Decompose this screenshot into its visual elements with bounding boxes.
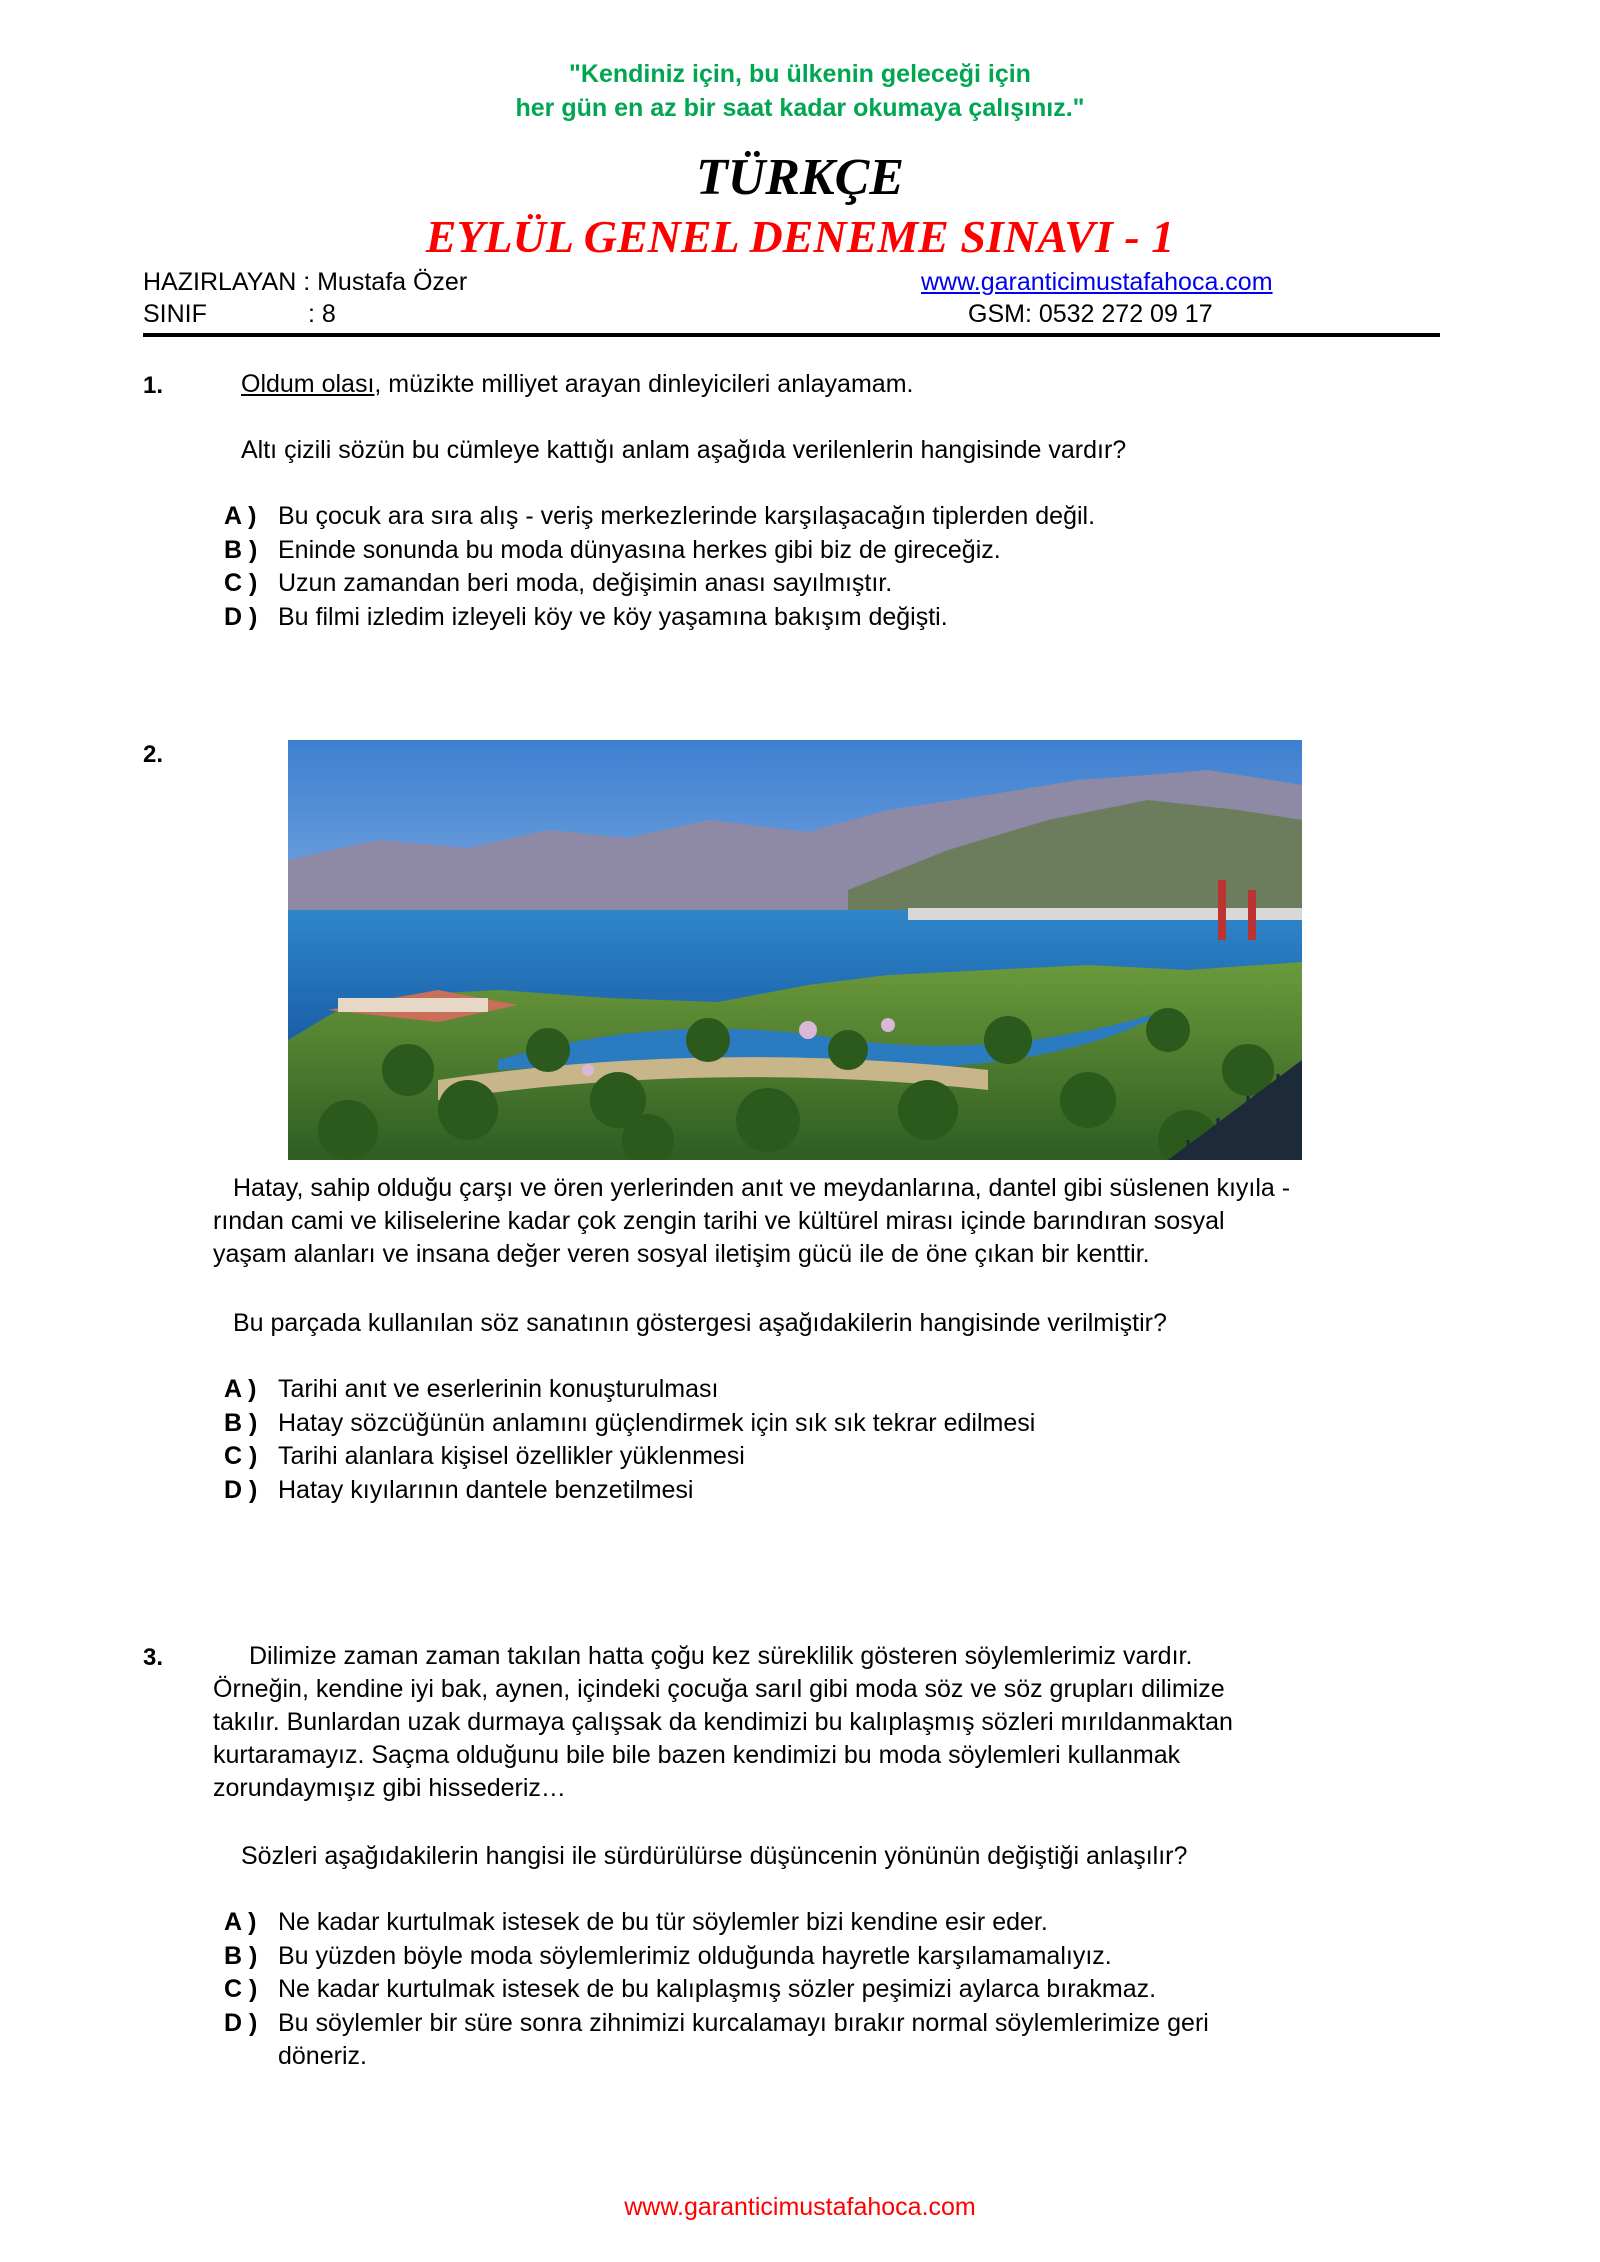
footer-website[interactable]: www.garanticimustafahoca.com <box>624 2193 976 2221</box>
question-prompt: Altı çizili sözün bu cümleye kattığı anlam aşağıda verilenlerin hangisinde vardır? <box>241 436 1127 464</box>
passage-line: Hatay, sahip olduğu çarşı ve ören yerlerinden anıt ve meydanlarına, dantel gibi süslenen kıyıla - <box>233 1174 1291 1202</box>
option-letter <box>224 2040 278 2074</box>
option-letter: B ) <box>224 1941 258 1970</box>
motto-line-2: her gün en az bir saat kadar okumaya çalışınız." <box>515 94 1085 122</box>
option-a[interactable] <box>224 1906 1209 1940</box>
website-link[interactable]: www.garanticimustafahoca.com <box>921 268 1273 296</box>
hatay-coast-photo <box>288 740 1302 1160</box>
option-a[interactable] <box>224 1373 1035 1407</box>
option-letter: A ) <box>224 1375 257 1403</box>
passage-line: rından cami ve kiliselerine kadar çok zengin tarihi ve kültürel mirası içinde barındıran sosyal <box>213 1207 1225 1235</box>
question-number: 1. <box>143 372 164 399</box>
passage-line: zorundaymışız gibi hissederiz… <box>213 1774 566 1802</box>
option-d-continued <box>224 2040 1209 2074</box>
option-letter: A ) <box>224 502 257 530</box>
option-b[interactable] <box>224 1407 1035 1441</box>
option-text: Ne kadar kurtulmak istesek de bu kalıplaşmış sözler peşimizi aylarca bırakmaz. <box>278 1975 1157 2003</box>
option-a[interactable] <box>224 500 1095 534</box>
option-c[interactable] <box>224 1440 1035 1474</box>
option-d[interactable] <box>224 601 1095 635</box>
passage-line: Dilimize zaman zaman takılan hatta çoğu kez süreklilik gösteren söylemlerimiz vardır. <box>249 1642 1193 1670</box>
question-prompt: Sözleri aşağıdakilerin hangisi ile sürdürülürse düşüncenin yönünün değiştiği anlaşılır? <box>241 1842 1188 1870</box>
author-label: HAZIRLAYAN : Mustafa Özer <box>143 268 468 296</box>
option-list <box>224 1906 1209 2074</box>
question-prompt: Bu parçada kullanılan söz sanatının göstergesi aşağıdakilerin hangisinde verilmiştir? <box>233 1309 1167 1337</box>
question-number: 2. <box>143 741 164 768</box>
exam-title: EYLÜL GENEL DENEME SINAVI - 1 <box>425 211 1175 262</box>
option-letter: C ) <box>224 569 258 597</box>
option-c[interactable] <box>224 1973 1209 2007</box>
option-letter: C ) <box>224 1975 258 2003</box>
option-letter: D ) <box>224 1475 258 1504</box>
underlined-phrase: Oldum olası <box>241 370 375 398</box>
option-text: Tarihi anıt ve eserlerinin konuşturulması <box>278 1375 719 1403</box>
option-text: Tarihi alanlara kişisel özellikler yüklenmesi <box>278 1442 745 1470</box>
option-letter: B ) <box>224 1408 258 1437</box>
option-text: Hatay sözcüğünün anlamını güçlendirmek için sık sık tekrar edilmesi <box>278 1408 1036 1437</box>
option-b[interactable] <box>224 1940 1209 1974</box>
option-list <box>224 500 1095 634</box>
option-text: Bu söylemler bir süre sonra zihnimizi kurcalamayı bırakır normal söylemlerimize geri <box>278 2008 1209 2037</box>
option-text: Eninde sonunda bu moda dünyasına herkes gibi biz de gireceğiz. <box>278 535 1001 564</box>
option-text: Hatay kıyılarının dantele benzetilmesi <box>278 1475 694 1504</box>
option-text: Bu filmi izledim izleyeli köy ve köy yaşamına bakışım değişti. <box>278 602 948 631</box>
option-letter: C ) <box>224 1442 258 1470</box>
option-b[interactable] <box>224 534 1095 568</box>
option-c[interactable] <box>224 567 1095 601</box>
gsm-number: GSM: 0532 272 09 17 <box>968 300 1213 328</box>
question-sentence <box>241 368 913 401</box>
header-divider <box>143 333 1440 337</box>
passage-line: kurtaramayız. Saçma olduğunu bile bile bazen kendimizi bu moda söylemleri kullanmak <box>213 1741 1181 1769</box>
option-letter: D ) <box>224 2008 258 2037</box>
class-label: SINIF <box>143 300 207 328</box>
option-letter: A ) <box>224 1908 257 1936</box>
option-d[interactable] <box>224 1474 1035 1508</box>
option-text: Bu yüzden böyle moda söylemlerimiz olduğunda hayretle karşılamamalıyız. <box>278 1941 1112 1970</box>
class-value: : 8 <box>308 300 336 328</box>
option-d[interactable] <box>224 2007 1209 2041</box>
option-letter: B ) <box>224 535 258 564</box>
motto-line-1: "Kendiniz için, bu ülkenin geleceği için <box>569 60 1031 88</box>
option-text: Ne kadar kurtulmak istesek de bu tür söylemler bizi kendine esir eder. <box>278 1908 1048 1936</box>
sentence-rest: , müzikte milliyet arayan dinleyicileri anlayamam. <box>374 370 914 398</box>
option-list <box>224 1373 1035 1507</box>
subject-title: TÜRKÇE <box>695 149 905 206</box>
passage-line: takılır. Bunlardan uzak durmaya çalışsak da kendimizi bu kalıplaşmış sözleri mırıldanmaktan <box>213 1708 1233 1736</box>
option-text: Uzun zamandan beri moda, değişimin anası sayılmıştır. <box>278 569 893 597</box>
passage-line: Örneğin, kendine iyi bak, aynen, içindeki çocuğa sarıl gibi moda söz ve söz grupları dilimize <box>213 1675 1225 1703</box>
question-number: 3. <box>143 1644 164 1671</box>
passage-line: yaşam alanları ve insana değer veren sosyal iletişim gücü ile de öne çıkan bir kenttir. <box>213 1240 1150 1268</box>
option-letter: D ) <box>224 602 258 631</box>
option-text: döneriz. <box>278 2042 367 2070</box>
option-text: Bu çocuk ara sıra alış - veriş merkezlerinde karşılaşacağın tiplerden değil. <box>278 502 1096 530</box>
